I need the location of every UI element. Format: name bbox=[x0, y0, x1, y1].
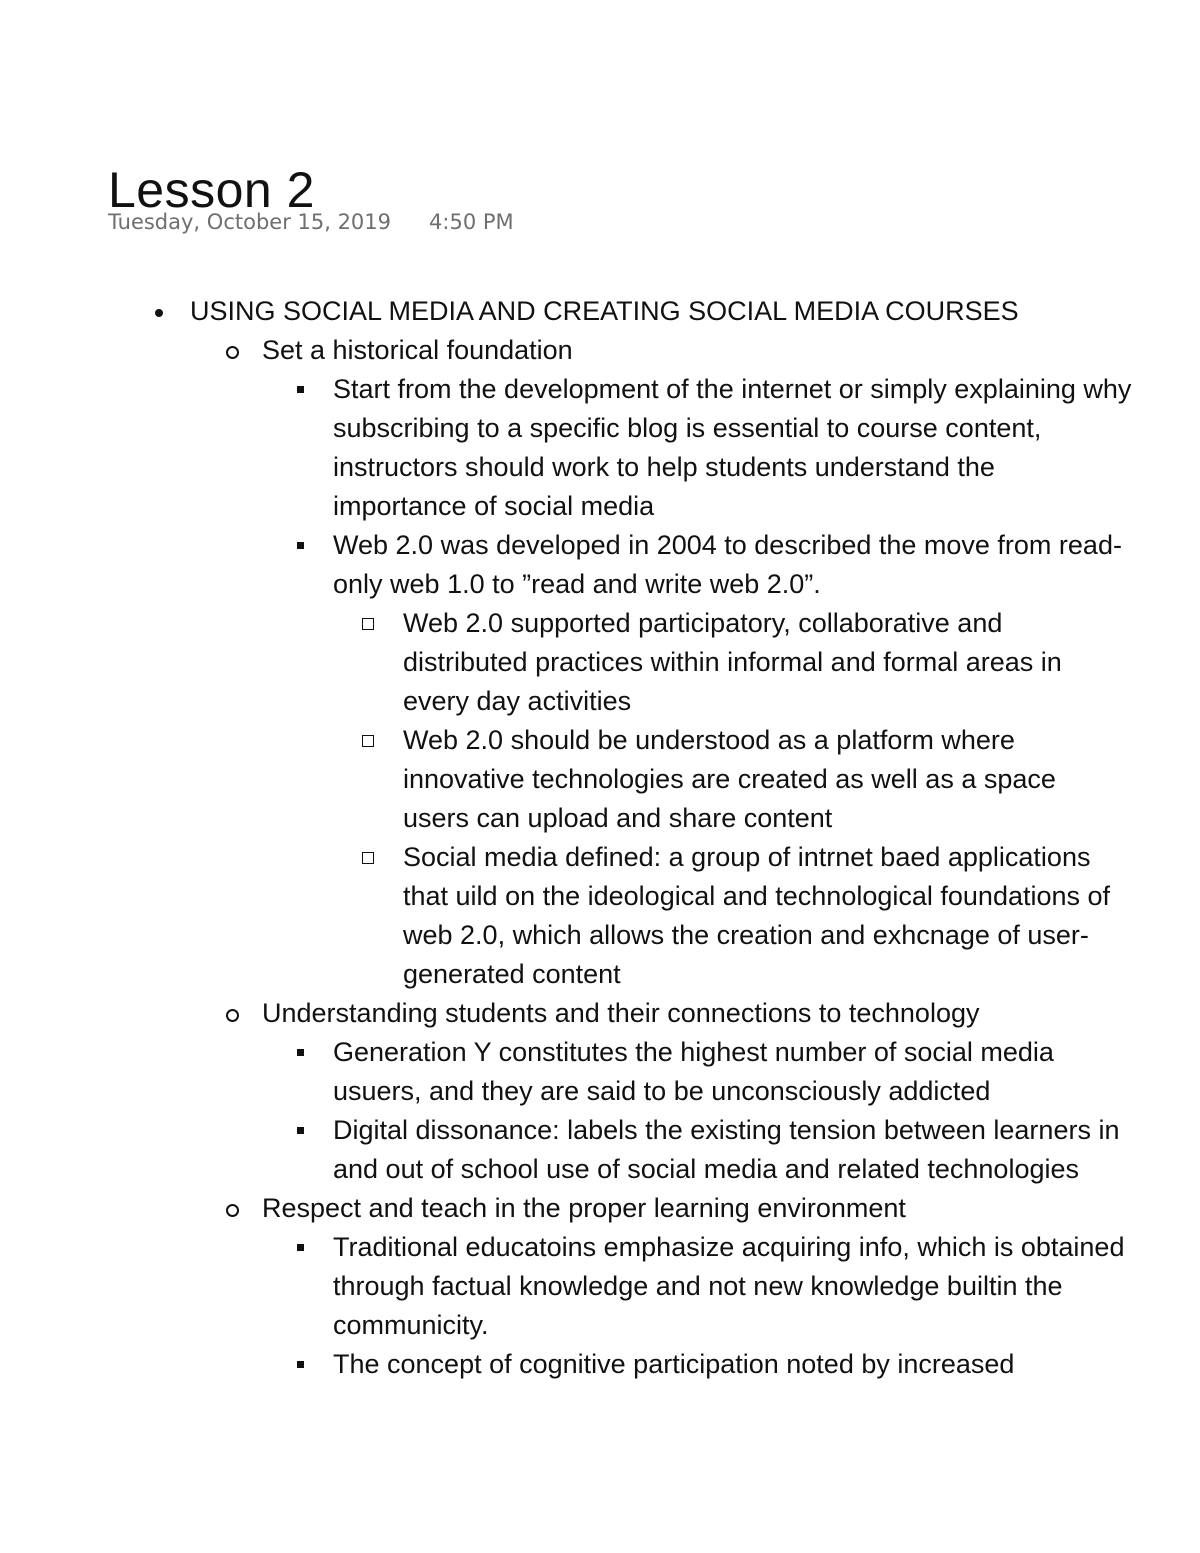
point-item bbox=[0, 370, 1200, 526]
outline-heading: USING SOCIAL MEDIA AND CREATING SOCIAL MEDIA COURSES bbox=[190, 296, 1019, 326]
note-outline bbox=[0, 292, 1200, 1438]
point-item bbox=[0, 1033, 1200, 1111]
square-bullet-icon bbox=[293, 1111, 313, 1150]
square-bullet-icon bbox=[293, 1228, 313, 1267]
point-text: Digital dissonance: labels the existing tension between learners in and out of school use of social media and related technologies bbox=[333, 1115, 1120, 1184]
point-item bbox=[0, 1228, 1200, 1345]
outline-heading-item bbox=[0, 292, 1200, 1384]
point-text: Traditional educatoins emphasize acquiring info, which is obtained through factual knowledge and not new knowledge builtin the communicity. bbox=[333, 1232, 1125, 1340]
point-item bbox=[0, 1111, 1200, 1189]
square-bullet-icon bbox=[293, 526, 313, 565]
section-label: Understanding students and their connections to technology bbox=[262, 998, 980, 1028]
subpoint-item bbox=[0, 721, 1200, 838]
hollow-square-bullet-icon bbox=[360, 721, 380, 760]
circle-bullet-icon bbox=[222, 994, 242, 1033]
page-timestamp bbox=[108, 208, 514, 236]
page-title: Lesson 2 bbox=[108, 161, 315, 218]
square-bullet-icon bbox=[293, 370, 313, 409]
subpoint-text: Social media defined: a group of intrnet baed applications that uild on the ideological and technological foundations of web 2.0, which allows the creation and exhcnage of user-generated content bbox=[403, 842, 1111, 989]
section-item bbox=[0, 1189, 1200, 1384]
point-item bbox=[0, 526, 1200, 994]
circle-bullet-icon bbox=[222, 1189, 242, 1228]
disc-bullet-icon bbox=[150, 292, 170, 331]
hollow-square-bullet-icon bbox=[360, 604, 380, 643]
circle-bullet-icon bbox=[222, 331, 242, 370]
square-bullet-icon bbox=[293, 1033, 313, 1072]
section-label: Respect and teach in the proper learning environment bbox=[262, 1193, 906, 1223]
hollow-square-bullet-icon bbox=[360, 838, 380, 877]
page-time: 4:50 PM bbox=[429, 210, 514, 234]
section-label: Set a historical foundation bbox=[262, 335, 573, 365]
section-item bbox=[0, 994, 1200, 1189]
section-item bbox=[0, 331, 1200, 994]
point-text: The concept of cognitive participation noted by increased bbox=[333, 1349, 1015, 1379]
point-text: Generation Y constitutes the highest number of social media usuers, and they are said to be unconsciously addicted bbox=[333, 1037, 1054, 1106]
subpoint-text: Web 2.0 supported participatory, collaborative and distributed practices within informal and formal areas in every day activities bbox=[403, 608, 1062, 716]
subpoint-text: Web 2.0 should be understood as a platform where innovative technologies are created as well as a space users can upload and share content bbox=[403, 725, 1056, 833]
subpoint-item bbox=[0, 604, 1200, 721]
point-text: Web 2.0 was developed in 2004 to described the move from read-only web 1.0 to ”read and write web 2.0”. bbox=[333, 530, 1122, 599]
point-item bbox=[0, 1345, 1200, 1384]
square-bullet-icon bbox=[293, 1345, 313, 1384]
page-date: Tuesday, October 15, 2019 bbox=[108, 210, 392, 234]
subpoint-item bbox=[0, 838, 1200, 994]
point-text: Start from the development of the internet or simply explaining why subscribing to a specific blog is essential to course content, instructors should work to help students understand the importance of social media bbox=[333, 374, 1132, 521]
